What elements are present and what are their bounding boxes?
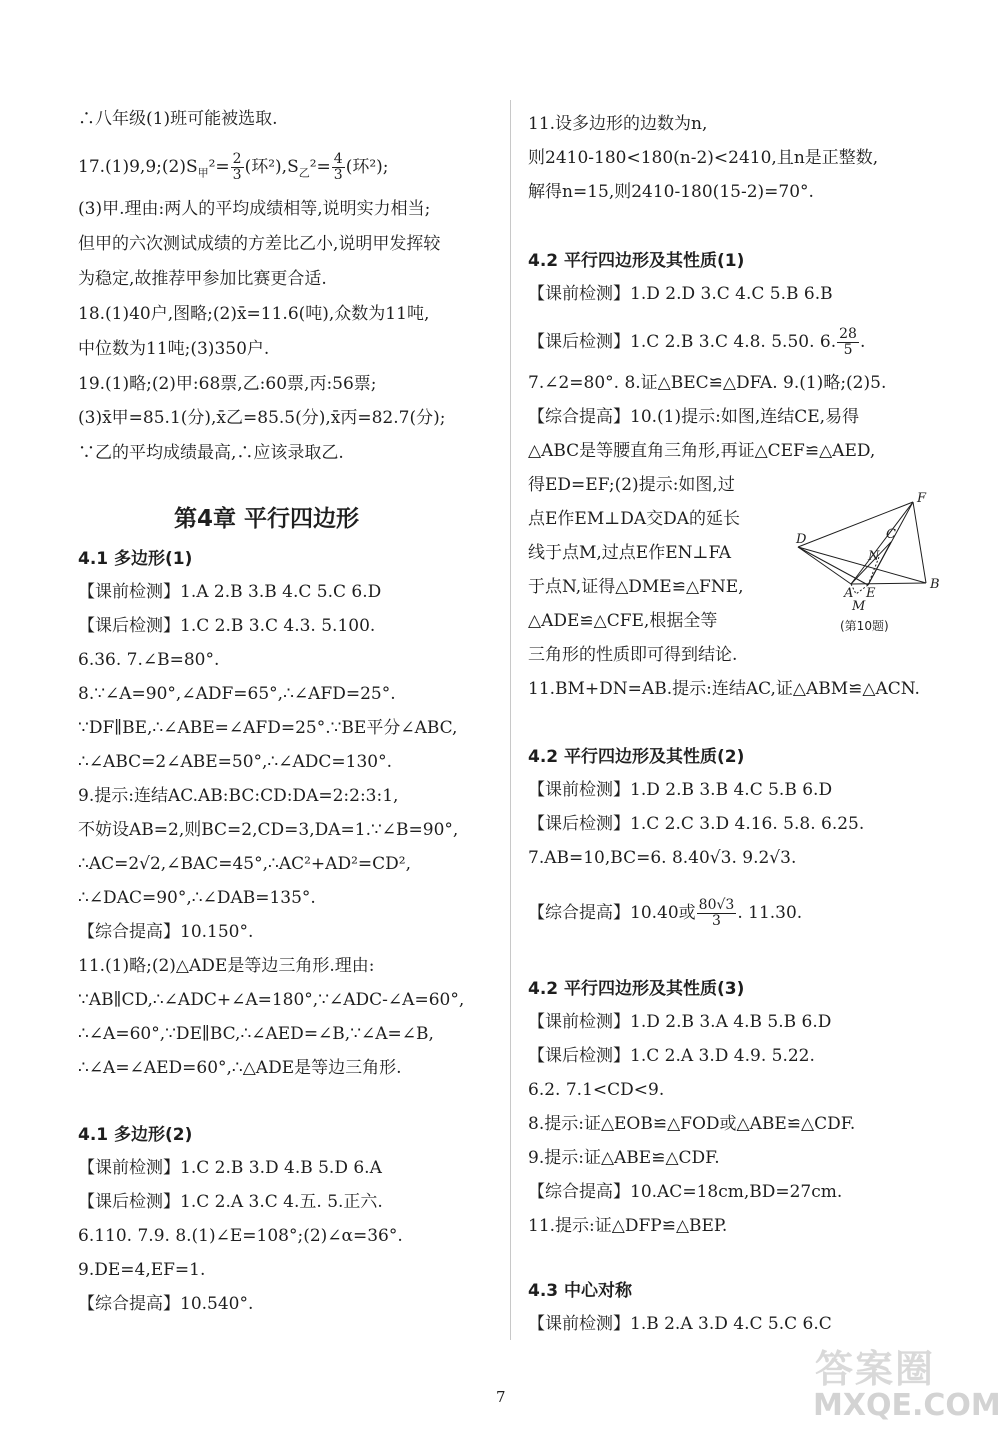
answer-line: 【课前检测】1.D 2.B 3.A 4.B 5.B 6.D <box>528 1012 832 1032</box>
answer-line: 7.∠2=80°. 8.证△BEC≌△DFA. 9.(1)略;(2)5. <box>528 373 887 393</box>
answer-line: 18.(1)40户,图略;(2)x̄=11.6(吨),众数为11吨, <box>78 304 430 324</box>
answer-line: 11.设多边形的边数为n, <box>528 114 708 134</box>
answer-line: 线于点M,过点E作EN⊥FA <box>528 543 732 563</box>
label-N: N <box>868 549 880 564</box>
answer-line: 19.(1)略;(2)甲:68票,乙:60票,丙:56票; <box>78 374 377 394</box>
answer-line: (3)x̄甲=85.1(分),x̄乙=85.5(分),x̄丙=82.7(分); <box>78 408 446 428</box>
answer-line: 中位数为11吨;(3)350户. <box>78 339 270 359</box>
answer-line: ∴AC=2√2,∠BAC=45°,∴AC²+AD²=CD², <box>78 854 411 874</box>
fraction: $\frac{80√3}{3}$ <box>698 897 735 929</box>
answer-line: 【综合提高】10.540°. <box>78 1294 254 1314</box>
answer-line-with-fraction: 【综合提高】10.40或 $\frac{80√3}{3}$ . 11.30. <box>528 897 803 929</box>
answer-line: ∵AB∥CD,∴∠ADC+∠A=180°,∵∠ADC-∠A=60°, <box>78 990 465 1010</box>
answer-line-with-fraction: 【课后检测】1.C 2.B 3.C 4.8. 5.50. 6. $\frac{28}{5}$ . <box>528 326 866 358</box>
answer-line: 点E作EM⊥DA交DA的延长 <box>528 509 741 529</box>
answer-line: 9.DE=4,EF=1. <box>78 1260 206 1280</box>
answer-line: 【课前检测】1.C 2.B 3.D 4.B 5.D 6.A <box>78 1158 382 1178</box>
watermark-url: MXQE.COM <box>813 1388 1001 1423</box>
section-heading: 4.1 多边形(2) <box>78 1125 193 1145</box>
answer-line: 【课后检测】1.C 2.A 3.D 4.9. 5.22. <box>528 1046 815 1066</box>
answer-line: 【综合提高】10.150°. <box>78 922 254 942</box>
label-E: E <box>866 586 876 601</box>
answer-line: 但甲的六次测试成绩的方差比乙小,说明甲发挥较 <box>78 234 441 254</box>
answer-line: 6.110. 7.9. 8.(1)∠E=108°;(2)∠α=36°. <box>78 1226 403 1246</box>
answer-line: 【课后检测】1.C 2.A 3.C 4.五. 5.正六. <box>78 1192 383 1212</box>
label-C: C <box>886 527 896 542</box>
answer-line: 【课后检测】1.C 2.B 3.C 4.3. 5.100. <box>78 616 376 636</box>
label-M: M <box>852 599 866 614</box>
answer-line: 8.提示:证△EOB≌△FOD或△ABE≌△CDF. <box>528 1114 856 1134</box>
chapter-title: 第4章 平行四边形 <box>174 506 360 532</box>
answer-line: ∴八年级(1)班可能被选取. <box>78 109 278 129</box>
answer-line: ∵乙的平均成绩最高,∴应该录取乙. <box>78 443 344 463</box>
answer-line: 9.提示:证△ABE≌△CDF. <box>528 1148 720 1168</box>
answer-line: 【课后检测】1.C 2.C 3.D 4.16. 5.8. 6.25. <box>528 814 865 834</box>
section-heading: 4.2 平行四边形及其性质(2) <box>528 747 745 767</box>
answer-line: 不妨设AB=2,则BC=2,CD=3,DA=1.∵∠B=90°, <box>78 820 459 840</box>
answer-line: 6.36. 7.∠B=80°. <box>78 650 220 670</box>
section-heading: 4.2 平行四边形及其性质(3) <box>528 979 745 999</box>
answer-line: 得ED=EF;(2)提示:如图,过 <box>528 475 735 495</box>
answer-17-line: $17.(1)9,9;(2)S_甲^2=$ $\frac{2}{3}$ (环$^2),S_乙^2=$ $\frac{4}{3}$ (环²); <box>78 151 389 183</box>
answer-line: ∴∠ABC=2∠ABE=50°,∴∠ADC=130°. <box>78 752 392 772</box>
fraction: $\frac{4}{3}$ <box>333 151 343 183</box>
answer-line: 6.2. 7.1<CD<9. <box>528 1080 665 1100</box>
label-D: D <box>796 532 807 547</box>
answer-line: 三角形的性质即可得到结论. <box>528 645 738 665</box>
answer-line: 则2410-180<180(n-2)<2410,且n是正整数, <box>528 148 879 168</box>
answer-line: 【课前检测】1.D 2.B 3.B 4.C 5.B 6.D <box>528 780 833 800</box>
section-heading: 4.2 平行四边形及其性质(1) <box>528 251 745 271</box>
answer-line: 【课前检测】1.A 2.B 3.B 4.C 5.C 6.D <box>78 582 382 602</box>
fraction: $\frac{28}{5}$ <box>839 326 857 358</box>
line-AB <box>851 583 926 584</box>
watermark-logo: 答案圈 <box>815 1347 936 1391</box>
answer-line: ∵DF∥BE,∴∠ABE=∠AFD=25°.∵BE平分∠ABC, <box>78 718 458 738</box>
line-DB <box>798 547 926 583</box>
answer-line: 【课前检测】1.B 2.A 3.D 4.C 5.C 6.C <box>528 1314 832 1334</box>
answer-line: 【综合提高】10.AC=18cm,BD=27cm. <box>528 1182 843 1202</box>
answer-line: ∴∠A=∠AED=60°,∴△ADE是等边三角形. <box>78 1058 402 1078</box>
label-F: F <box>917 491 927 506</box>
fraction: $\frac{2}{3}$ <box>232 151 242 183</box>
answer-line: 11.BM+DN=AB.提示:连结AC,证△ABM≌△ACN. <box>528 679 920 699</box>
page-number: 7 <box>496 1388 506 1406</box>
answer-line: 11.提示:证△DFP≌△BEP. <box>528 1216 728 1236</box>
line-FB <box>913 502 926 583</box>
answer-line: ∴∠DAC=90°,∴∠DAB=135°. <box>78 888 316 908</box>
line-DE <box>798 547 868 585</box>
answer-line: 【课前检测】1.D 2.D 3.C 4.C 5.B 6.B <box>528 284 833 304</box>
figure-caption: (第10题) <box>840 619 889 633</box>
answer-line: 为稳定,故推荐甲参加比赛更合适. <box>78 269 327 289</box>
answer-line: △ABC是等腰直角三角形,再证△CEF≌△AED, <box>528 441 876 461</box>
line-DA <box>798 547 851 584</box>
label-B: B <box>930 577 940 592</box>
answer-line: 7.AB=10,BC=6. 8.40√3. 9.2√3. <box>528 848 797 868</box>
answer-line: 11.(1)略;(2)△ADE是等边三角形.理由: <box>78 956 375 976</box>
column-divider <box>510 100 511 1340</box>
answer-line: 于点N,证得△DME≌△FNE, <box>528 577 744 597</box>
answer-line: 9.提示:连结AC.AB:BC:CD:DA=2:2:3:1, <box>78 786 399 806</box>
answer-line: 8.∵∠A=90°,∠ADF=65°,∴∠AFD=25°. <box>78 684 396 704</box>
label-A: A <box>844 586 854 601</box>
section-heading: 4.3 中心对称 <box>528 1281 633 1301</box>
answer-line: 【综合提高】10.(1)提示:如图,连结CE,易得 <box>528 407 860 427</box>
answer-line: (3)甲.理由:两人的平均成绩相等,说明实力相当; <box>78 199 431 219</box>
section-heading: 4.1 多边形(1) <box>78 549 193 569</box>
answer-line: 解得n=15,则2410-180(15-2)=70°. <box>528 182 814 202</box>
geometry-figure <box>798 490 948 640</box>
answer-line: ∴∠A=60°,∵DE∥BC,∴∠AED=∠B,∵∠A=∠B, <box>78 1024 434 1044</box>
answer-line: △ADE≌△CFE,根据全等 <box>528 611 718 631</box>
